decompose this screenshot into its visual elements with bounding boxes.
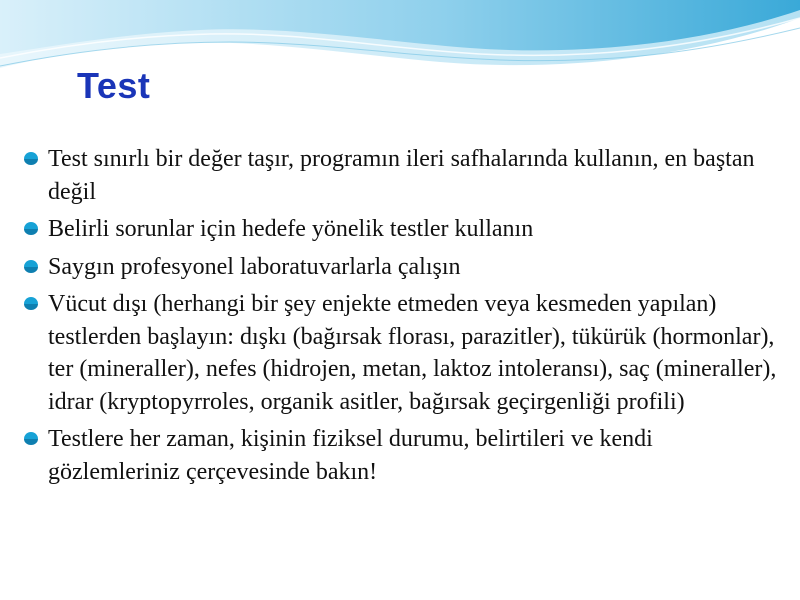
bullet-item bbox=[23, 251, 783, 284]
bullet-item bbox=[23, 423, 783, 488]
bullet-item bbox=[23, 213, 783, 246]
half-circle-bullet-icon bbox=[23, 152, 39, 166]
bullet-list bbox=[23, 143, 783, 493]
bullet-text: Saygın profesyonel laboratuvarlarla çalışın bbox=[48, 253, 461, 280]
half-circle-bullet-icon bbox=[23, 432, 39, 446]
bullet-text: Vücut dışı (herhangi bir şey enjekte etmeden veya kesmeden yapılan) testlerden başlayın: dışkı (bağırsak florası, parazitler), tükürük (hormonlar), ter (mineraller), nefes (hidrojen, metan, laktoz intoleransı), saç (mineraller), idrar (kryptopyrroles, organik asitler, bağırsak geçirgenliği profili) bbox=[48, 291, 777, 415]
bullet-text: Testlere her zaman, kişinin fiziksel durumu, belirtileri ve kendi gözlemleriniz çerçevesinde bakın! bbox=[48, 426, 653, 485]
half-circle-bullet-icon bbox=[23, 297, 39, 311]
slide-title: Test bbox=[77, 65, 151, 106]
bullet-item bbox=[23, 143, 783, 208]
bullet-item bbox=[23, 288, 783, 418]
bullet-text: Test sınırlı bir değer taşır, programın ileri safhalarında kullanın, en baştan değil bbox=[48, 146, 755, 205]
half-circle-bullet-icon bbox=[23, 260, 39, 274]
bullet-text: Belirli sorunlar için hedefe yönelik testler kullanın bbox=[48, 216, 534, 242]
half-circle-bullet-icon bbox=[23, 222, 39, 236]
